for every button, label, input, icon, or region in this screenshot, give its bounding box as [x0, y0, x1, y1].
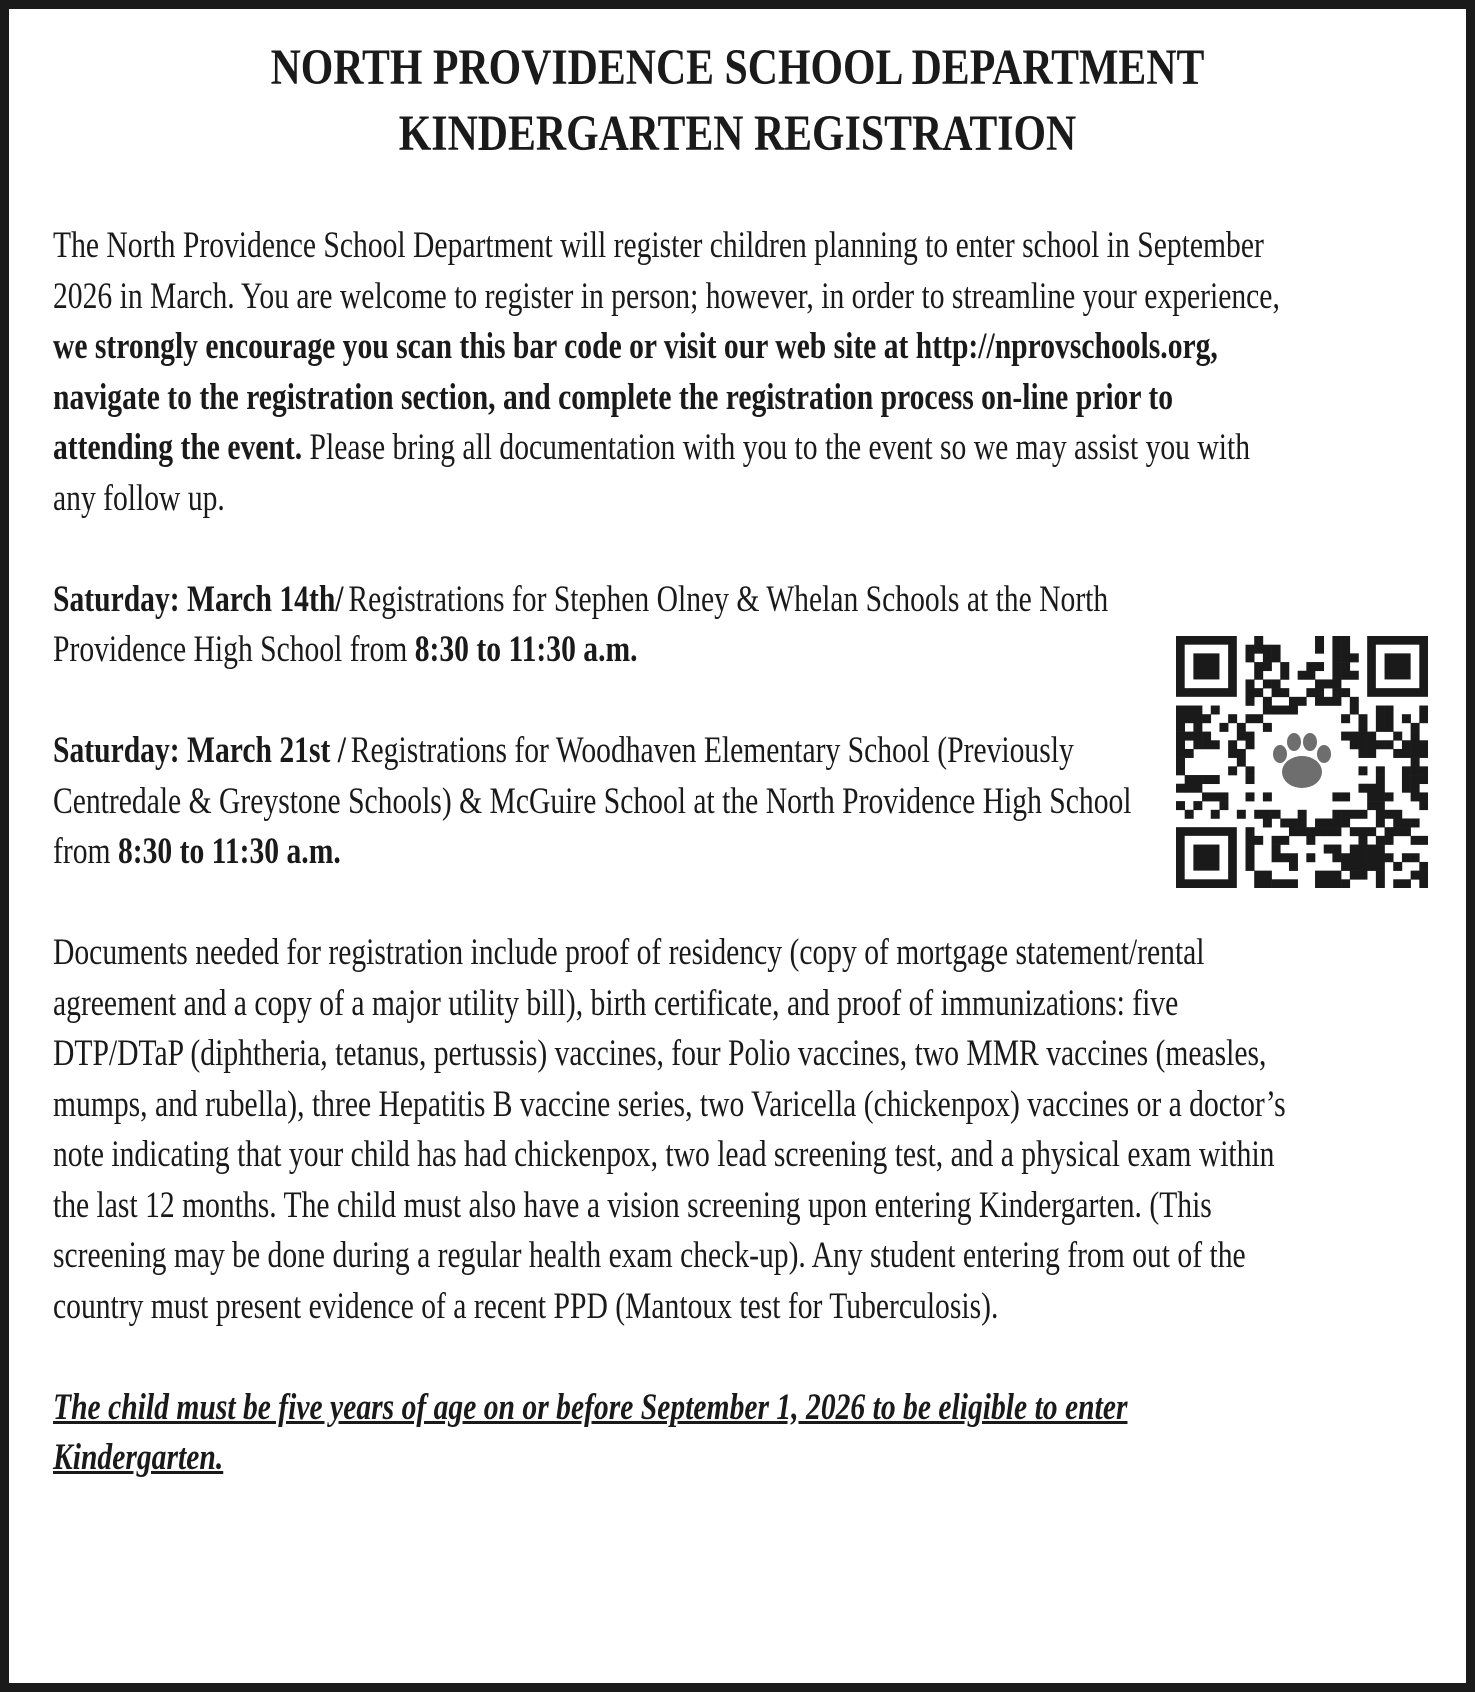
title-line-2: KINDERGARTEN REGISTRATION — [398, 106, 1077, 162]
session-march-21 — [53, 726, 1157, 878]
title-line-1: NORTH PROVIDENCE SCHOOL DEPARTMENT — [270, 40, 1205, 96]
intro-call-to-action: we strongly encourage you scan this bar code or visit our web site at http://nprovschools.org, navigate to the registration section, and complete the registration process on-line prior to attending the event. — [53, 326, 1218, 468]
session-description: Registrations for Stephen Olney & Whelan Schools at the North Providence High School from — [53, 578, 1109, 670]
session-date: Saturday: March 21st / — [53, 730, 346, 771]
notice-body — [53, 221, 1293, 1484]
session-description: Registrations for Woodhaven Elementary School (Previously Centredale & Greystone Schools) & McGuire School at the North Providence High School from — [53, 730, 1132, 872]
intro-text: The North Providence School Department will register children planning to enter school in September 2026 in March. You are welcome to register in person; however, in order to streamline your experience, — [53, 225, 1280, 317]
intro-paragraph — [53, 221, 1293, 524]
session-march-14 — [53, 575, 1157, 676]
qr-code-icon[interactable] — [1176, 636, 1428, 888]
documents-paragraph: Documents needed for registration include proof of residency (copy of mortgage statement/rental agreement and a copy of a major utility bill), birth certificate, and proof of immunizations: five DTP/DTaP (diphtheria, tetanus, pertussis) vaccines, four Polio vaccines, two MMR vaccines (measles, mumps, and rubella), three Hepatitis B vaccine series, two Varicella (chickenpox) vaccines or a doctor’s note indicating that your child has had chickenpox, two lead screening test, and a physical exam within the last 12 months. The child must also have a vision screening upon entering Kindergarten. (This screening may be done during a regular health exam check-up). Any student entering from out of the country must present evidence of a recent PPD (Mantoux test for Tuberculosis). — [53, 932, 1286, 1327]
session-time: 8:30 to 11:30 a.m. — [117, 831, 341, 872]
intro-documentation-note: Please bring all documentation with you to the event so we may assist you with any follow up. — [53, 427, 1250, 519]
eligibility-statement: The child must be five years of age on or before September 1, 2026 to be eligible to enter Kindergarten. — [53, 1386, 1128, 1478]
notice-title — [140, 35, 1335, 167]
session-date: Saturday: March 14th/ — [53, 578, 344, 620]
qr-code-graphic — [1176, 636, 1428, 888]
session-time: 8:30 to 11:30 a.m. — [414, 629, 638, 670]
